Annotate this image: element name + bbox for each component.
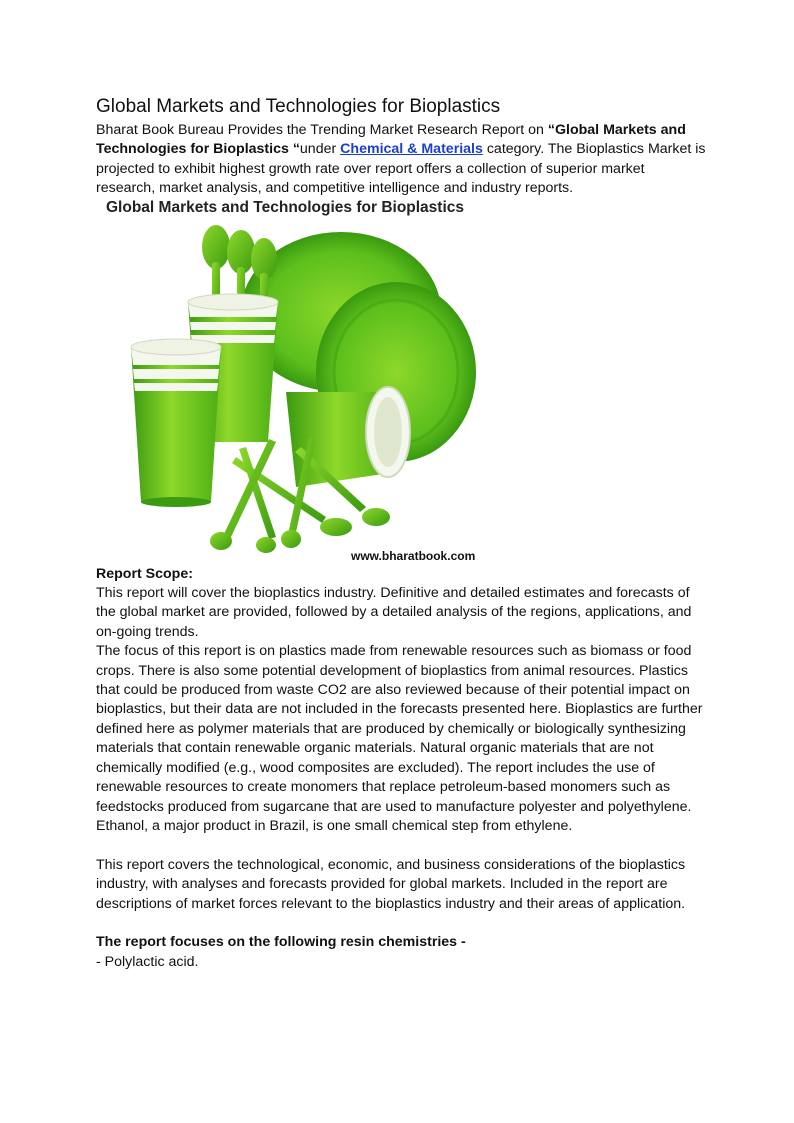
resin-section-heading: The report focuses on the following resin chemistries - — [96, 934, 466, 951]
report-scope-paragraph-2: The focus of this report is on plastics made from renewable resources such as biomass or food crops. There is also some potential development of bioplastics from animal resources. Plastics that could be produced from waste CO2 are also reviewed because of their potential impact on bioplastics, but their data are not included in the forecasts presented here. Bioplastics are further defined here as polymer materials that are produced by chemically or biologically synthesizing materials that contain renewable organic materials. Natural organic materials that are not chemically modified (e.g., wood composites are excluded). The report includes the use of renewable resources to create monomers that replace petroleum-based monomers such as feedstocks produced from sugarcane that are used to manufacture polyester and polyethylene. Ethanol, a major product in Brazil, is one small chemical step from ethylene. — [96, 643, 703, 834]
page-title: Global Markets and Technologies for Bioplastics — [96, 96, 501, 117]
document-page — [96, 95, 706, 972]
intro-text-3: category. The Bioplastics Market is projected to exhibit highest growth rate over report offers a collection of superior market research, market analysis, and competitive intelligence and industry reports. — [96, 141, 706, 197]
intro-text-1: Bharat Book Bureau Provides the Trending Market Research Report on — [96, 122, 548, 138]
report-scope-paragraph-1: This report will cover the bioplastics industry. Definitive and detailed estimates and forecasts of the global market are provided, followed by a detailed analysis of the regions, applications, and on-going trends. — [96, 585, 692, 640]
intro-text-2: under — [299, 141, 341, 158]
stacked-cups-front — [131, 339, 221, 507]
paragraph-spacer — [96, 914, 706, 933]
green-tableware-illustration — [126, 217, 476, 553]
intro-open-quote: “ — [547, 122, 555, 138]
intro-paragraph — [96, 121, 706, 199]
intro-report-name: Global Markets and Technologies for Bioplastics — [96, 122, 686, 158]
category-link[interactable]: Chemical & Materials — [340, 141, 483, 158]
report-scope-paragraph-3: This report covers the technological, economic, and business considerations of the bioplastics industry, with analyses and forecasts provided for global markets. Included in the report are descriptions of market forces relevant to the bioplastics industry and their areas of application. — [96, 856, 686, 912]
bioplastics-figure — [96, 199, 486, 565]
figure-title: Global Markets and Technologies for Bioplastics — [106, 198, 465, 216]
intro-close-quote: “ — [288, 141, 300, 158]
paragraph-spacer — [96, 836, 706, 855]
report-scope-heading: Report Scope: — [96, 565, 193, 582]
figure-watermark: www.bharatbook.com — [351, 548, 476, 563]
resin-list-item: - Polylactic acid. — [96, 953, 199, 970]
